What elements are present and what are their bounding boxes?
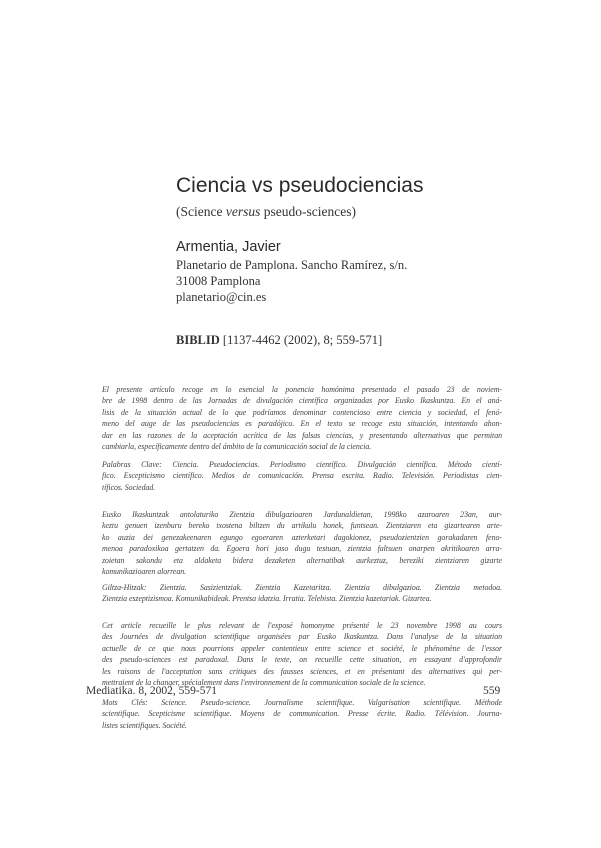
keywords-spanish <box>102 459 502 493</box>
keywords-line: Zientzia eszeptizismoa. Komunikabideak. Prentsa idatzia. Irratia. Telebista. Zientzia kazetariak. Gizartea. <box>102 594 432 604</box>
keywords-line: Giltza-Hitzak: Zientzia. Sasizientziak. Zientzia Kazetaritza. Zientzia dibulgazioa. Zientzia metodoa. <box>102 583 502 592</box>
keywords-line: Mots Clés: Science. Pseudo-science. Journalisme scientifique. Valgarisation scientifique. Méthode <box>102 698 502 707</box>
abstract-line: El presente artículo recoge en lo esencial la ponencia homónima presentada el pasado 23 de noviem- <box>102 385 502 394</box>
abstract-line: menoa paradoxikoa gertatzen da. Egoera hori jaso dugu testuan, zientzia faltsuen onarpen akritikoaren arra- <box>102 544 502 554</box>
subtitle-post: pseudo-sciences) <box>260 204 356 219</box>
keywords-line: listes scientifiques. Société. <box>102 720 187 730</box>
abstract-line: keztu genuen izenburu bereko txostena biltzen du artikulu honek, funtsean. Zientziaren eta gizartearen arte- <box>102 521 502 531</box>
affiliation-city: 31008 Pamplona <box>176 274 261 288</box>
journal-citation: Mediatika. 8, 2002, 559-571 <box>86 685 217 697</box>
abstract-line: actuelle de ce que nous pourrions appeler contentieux entre science et société, le phénomène de l'essor <box>102 643 502 653</box>
abstract-line: ko auzia dei genezakeenaren egungo egoeraren azterketari dagokionez, pseudozientzien gorakadaren feno- <box>102 532 502 542</box>
biblid <box>176 333 382 348</box>
abstract-spanish <box>102 384 502 452</box>
abstract-line: zoietan sakondu eta aldaketa bidera dezaketen alternatibak aurkeztuz, bereziki zientziaren gizarte <box>102 555 502 565</box>
page-number: 559 <box>483 685 501 697</box>
keywords-line: tíficos. Sociedad. <box>102 482 156 492</box>
abstract-line: lisis de la situación actual de lo que podríamos denominar contencioso entre ciencia y sociedad, el fenó- <box>102 407 502 417</box>
subtitle-emphasis: versus <box>225 204 261 219</box>
abstract-line: bre de 1998 dentro de las Jornadas de divulgación científica organizadas por Eusko Ikaskuntza. En el aná- <box>102 396 502 406</box>
abstract-line: Eusko Ikaskuntzak antolaturiko Zientzia dibulgazioaren Jardunaldietan, 1998ko azaroaren 23an, aur- <box>102 510 502 519</box>
abstract-line: meno del auge de las pseudociencias es paradójico. En el texto se recoge esta situación, intentando ahon- <box>102 419 502 429</box>
article-title: Ciencia vs pseudociencias <box>176 174 424 197</box>
abstract-line: des pseudo-sciences est paradoxal. Dans le texte, on recueille cette situation, en essayant d'approfondir <box>102 655 502 665</box>
abstract-line: Cet article recueille le plus relevant de l'exposé homonyme présenté le 23 novembre 1998 au cours <box>102 621 502 630</box>
abstract-line: komunikazioaren alorrean. <box>102 567 187 577</box>
abstract-line: les raisons de l'acceptation sans critiques des fausses sciences, et en présentant des alternatives qui per- <box>102 666 502 676</box>
abstract-line: mettraient de la changer, spécialement dans l'environnement de la communication sociale de la science. <box>102 678 426 688</box>
keywords-line: fico. Escepticismo científico. Medios de comunicación. Prensa escrita. Radio. Televisión. Periodistas cien- <box>102 471 502 481</box>
affiliation-email: planetario@cin.es <box>176 290 267 304</box>
abstract-line: dar en las razones de la aceptación acrítica de las falsas ciencias, y presentando alternativas que permitan <box>102 430 502 440</box>
biblid-label: BIBLID <box>176 333 220 347</box>
keywords-line: scientifique. Scepticisme scientifique. Moyens de communication. Presse écrite. Radio. Télévision. Journa- <box>102 709 502 719</box>
author-name: Armentia, Javier <box>176 239 281 255</box>
article-subtitle <box>176 204 356 220</box>
abstract-line: cambiarla, específicamente dentro del ámbito de la comunicación social de la ciencia. <box>102 442 372 452</box>
keywords-french <box>102 697 502 731</box>
biblid-value: [1137-4462 (2002), 8; 559-571] <box>219 333 383 347</box>
abstract-french <box>102 620 502 688</box>
keywords-line: Palabras Clave: Ciencia. Pseudociencias. Periodismo científico. Divulgación científica. Método cientí- <box>102 460 502 469</box>
subtitle-pre: (Science <box>176 204 226 219</box>
abstract-basque <box>102 509 502 577</box>
keywords-basque <box>102 582 502 605</box>
affiliation-institution: Planetario de Pamplona. Sancho Ramírez, s/n. <box>176 258 408 272</box>
abstract-line: des Journées de divulgation scientifique organisées par Eusko Ikaskuntza. Dans l'analyse de la situation <box>102 632 502 642</box>
